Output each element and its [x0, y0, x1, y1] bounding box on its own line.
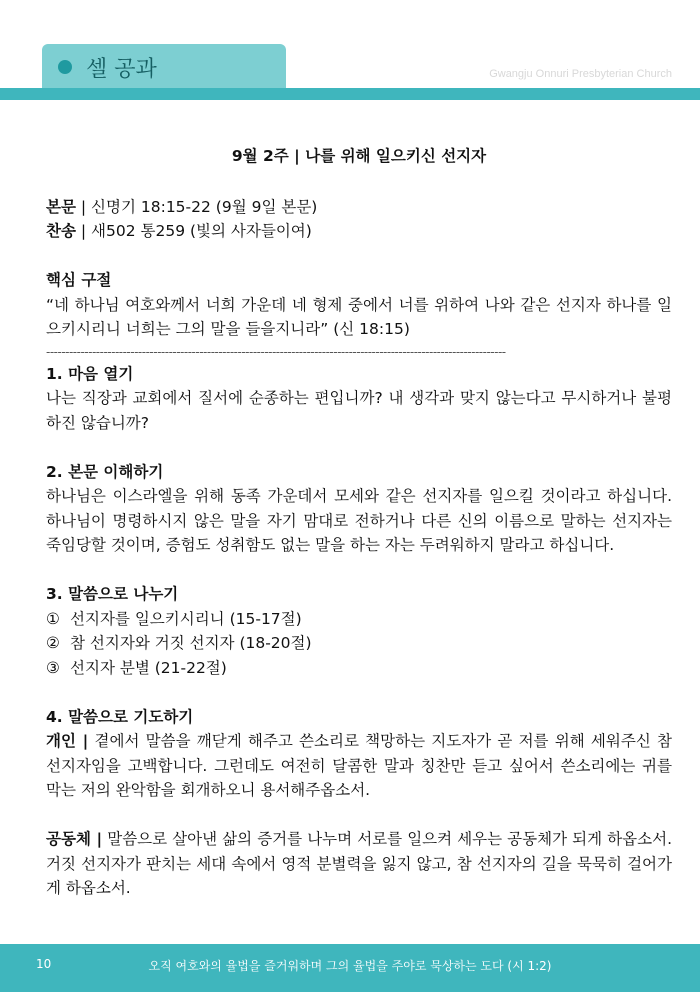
section-tab [42, 44, 286, 88]
page-footer [0, 944, 700, 992]
section-4-heading: 4. 말씀으로 기도하기 [46, 707, 194, 726]
text-value: | 신명기 18:15-22 (9월 9일 본문) [75, 197, 318, 216]
community-label: 공동체 | [46, 830, 103, 848]
page-header [0, 0, 700, 100]
list-item [46, 631, 672, 656]
list-item [46, 656, 672, 681]
lesson-content [46, 144, 672, 901]
list-item [46, 607, 672, 632]
section-3-heading: 3. 말씀으로 나누기 [46, 585, 179, 603]
hymn-value: | 새502 통259 (빛의 사자들이여) [75, 222, 312, 240]
section-2-heading: 2. 본문 이해하기 [46, 462, 164, 481]
section-2-body: 하나님은 이스라엘을 위해 동족 가운데서 모세와 같은 선지자를 일으킬 것이라고 하십니다. 하나님이 명령하시지 않은 말을 자기 맘대로 전하거나 다른 신의 이름으로 말하는 선지자는 죽임당할 것이며, 증험도 성취함도 없는 말을 하는 자는 두려워하지 말라고 하십니다. [46, 487, 672, 554]
section-1-heading: 1. 마음 열기 [46, 364, 134, 383]
divider: ------------------------------------------------------------------------------------------------------------------------ [46, 344, 506, 359]
text-label: 본문 [46, 197, 76, 216]
church-name: Gwangju Onnuri Presbyterian Church [489, 68, 672, 80]
item-number: ③ [46, 658, 60, 677]
item-text: 참 선지자와 거짓 선지자 (18-20절) [70, 634, 312, 652]
hymn-reference [46, 219, 672, 244]
item-number: ① [46, 609, 60, 628]
page-number: 10 [36, 957, 52, 971]
item-text: 선지자 분별 (21-22절) [70, 658, 227, 677]
footer-verse: 오직 여호와의 율법을 즐거워하며 그의 율법을 주야로 묵상하는 도다 (시 1:2) [148, 959, 552, 973]
community-prayer [46, 827, 672, 901]
key-verse-heading: 핵심 구절 [46, 271, 112, 289]
personal-prayer [46, 729, 672, 803]
section-1-body: 나는 직장과 교회에서 질서에 순종하는 편입니까? 내 생각과 맞지 않는다고 무시하거나 불평하진 않습니까? [46, 389, 672, 432]
item-number: ② [46, 634, 60, 652]
community-body: 말씀으로 살아낸 삶의 증거를 나누며 서로를 일으켜 세우는 공동체가 되게 하옵소서. 거짓 선지자가 판치는 세대 속에서 영적 분별력을 잃지 않고, 참 선지자의 길을 묵묵히 걸어가게 하옵소서. [46, 830, 672, 897]
personal-body: 곁에서 말씀을 깨닫게 해주고 쓴소리로 책망하는 지도자가 곧 저를 위해 세워주신 참 선지자임을 고백합니다. 그런데도 여전히 달콤한 말과 칭찬만 듣고 싶어서 쓴소리에는 귀를 막는 저의 완악함을 회개하오니 용서해주옵소서. [46, 732, 672, 799]
bullet-dot-icon [58, 60, 72, 74]
header-bar [0, 88, 700, 100]
section-title: 셀 공과 [86, 57, 157, 82]
text-reference [46, 195, 672, 220]
week-title: 9월 2주 | 나를 위해 일으키신 선지자 [231, 147, 487, 165]
hymn-label: 찬송 [46, 222, 76, 240]
key-verse: “네 하나님 여호와께서 너희 가운데 네 형제 중에서 너를 위하여 나와 같은 선지자 하나를 일으키시리니 너희는 그의 말을 들을지니라” (신 18:15) [46, 295, 672, 338]
personal-label: 개인 | [46, 732, 89, 750]
item-text: 선지자를 일으키시리니 (15-17절) [70, 609, 302, 628]
